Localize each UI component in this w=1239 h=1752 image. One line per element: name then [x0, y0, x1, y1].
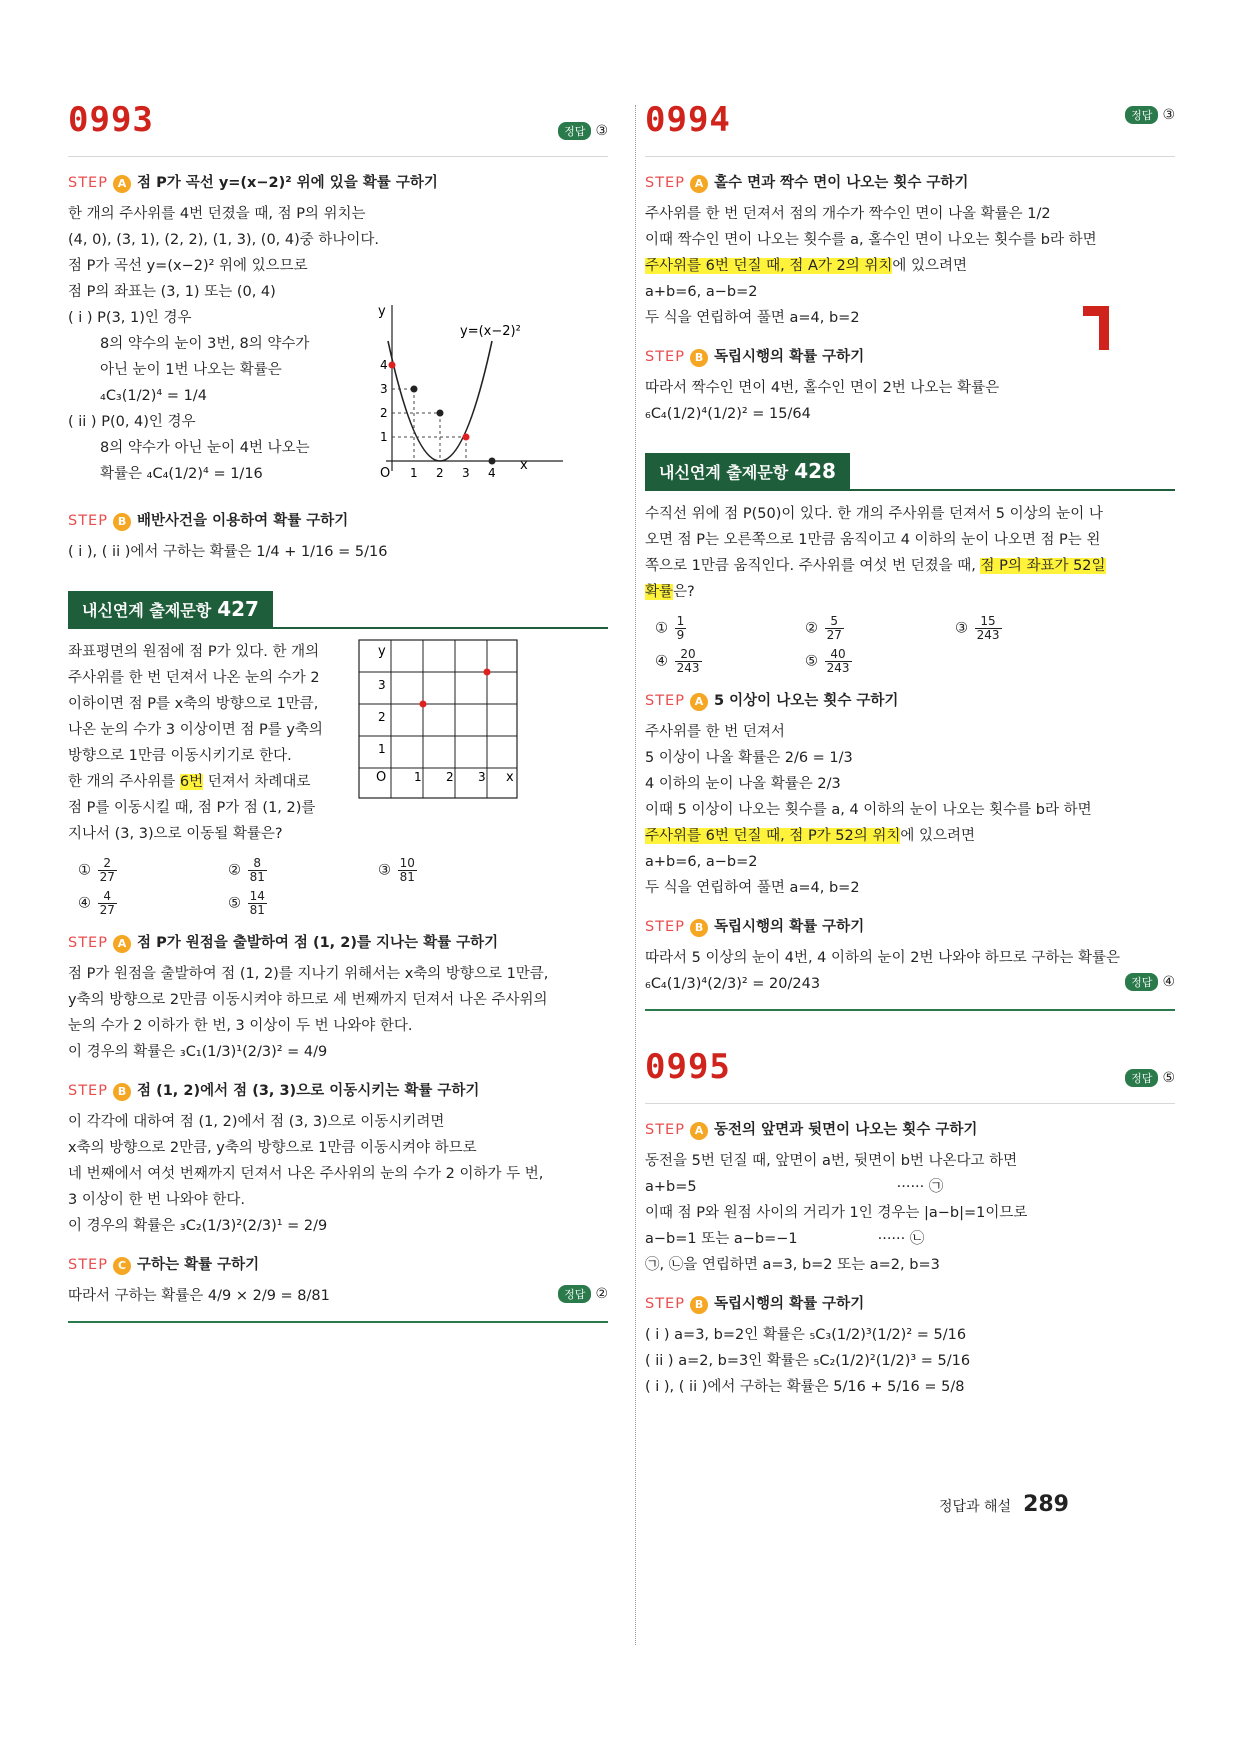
- choice: [655, 648, 805, 675]
- numerator: 20: [675, 648, 702, 662]
- text-line: 이때 5 이상이 나오는 횟수를 a, 4 이하의 눈이 나오는 횟수를 b라 하면: [645, 802, 1092, 818]
- text-line: a+b=6, a−b=2: [645, 284, 758, 300]
- axis-label-x: x: [506, 770, 514, 785]
- problem-number: 0995: [645, 1047, 731, 1087]
- step-tag: STEP: [645, 919, 685, 935]
- text-line: 점 P가 곡선 y=(x−2)² 위에 있으므로: [68, 258, 308, 274]
- answer-value: ③: [1162, 107, 1175, 123]
- text-part: a+b=5: [645, 1179, 697, 1195]
- step-letter: A: [113, 935, 131, 953]
- step-tag: STEP: [68, 175, 108, 191]
- choice: [378, 857, 528, 884]
- step-b: [645, 345, 1175, 367]
- section-end-line: [68, 1321, 608, 1323]
- choice: [78, 857, 228, 884]
- choice-mark: ①: [78, 862, 91, 879]
- related-problem-number: 428: [794, 459, 836, 483]
- highlight: 점 P의 좌표가 52일: [980, 558, 1106, 574]
- math-expression: 이 경우의 확률은 ₃C₂(1/3)²(2/3)¹ = 2/9: [68, 1218, 328, 1234]
- column-divider: [635, 105, 636, 1645]
- text-line: 동전을 5번 던질 때, 앞면이 a번, 뒷면이 b번 나온다고 하면: [645, 1153, 1018, 1169]
- answer-badge: 정답: [1125, 106, 1158, 124]
- math-expression: ( ii ) a=2, b=3인 확률은 ₅C₂(1/2)²(1/2)³ = 5/16: [645, 1353, 971, 1369]
- axis-label-x: x: [520, 458, 528, 473]
- text-part: 에 있으려면: [892, 258, 967, 274]
- choice-mark: ③: [955, 620, 968, 637]
- step-title: 홀수 면과 짝수 면이 나오는 횟수 구하기: [714, 175, 969, 191]
- text-line: 네 번째에서 여섯 번째까지 던져서 나온 주사위의 눈의 수가 2 이하가 두 번,: [68, 1166, 544, 1182]
- answer-choices: [78, 857, 608, 917]
- step-title: 독립시행의 확률 구하기: [714, 919, 865, 935]
- step-title: 점 P가 원점을 출발하여 점 (1, 2)를 지나는 확률 구하기: [137, 935, 499, 951]
- tick-y: 1: [378, 742, 386, 756]
- step-title: 5 이상이 나오는 횟수 구하기: [714, 693, 899, 709]
- text-line: x축의 방향으로 2만큼, y축의 방향으로 1만큼 이동시켜야 하므로: [68, 1140, 477, 1156]
- step-title: 점 P가 곡선 y=(x−2)² 위에 있을 확률 구하기: [137, 175, 438, 191]
- footer-label: 정답과 해설: [938, 1499, 1012, 1515]
- text-line: [645, 1226, 1175, 1252]
- text-line: 점 P의 좌표는 (3, 1) 또는 (0, 4): [68, 284, 276, 300]
- step-a: [68, 931, 608, 953]
- step-tag: STEP: [68, 935, 108, 951]
- text-line: 지나서 (3, 3)으로 이동될 확률은?: [68, 826, 283, 842]
- step-tag: STEP: [645, 693, 685, 709]
- text-line: 따라서 5 이상의 눈이 4번, 4 이하의 눈이 2번 나와야 하므로 구하는 확률은: [645, 950, 1121, 966]
- tick-x: 3: [478, 770, 486, 784]
- step-letter: B: [690, 349, 708, 367]
- choice-mark: ⑤: [805, 653, 818, 670]
- text-line: [645, 553, 1175, 579]
- tick-y: 2: [380, 406, 388, 420]
- choice: [655, 615, 805, 642]
- problem-0995-header: [645, 1047, 1175, 1104]
- step-tag: STEP: [645, 349, 685, 365]
- step-b: [645, 915, 1175, 937]
- text-line: [645, 579, 1175, 605]
- step-tag: STEP: [68, 1083, 108, 1099]
- parabola-graph: [368, 301, 568, 481]
- choice: [228, 857, 378, 884]
- step-a: [645, 1118, 1175, 1140]
- choice: [955, 615, 1105, 642]
- step-tag: STEP: [68, 513, 108, 529]
- step-tag: STEP: [645, 1296, 685, 1312]
- tick-y: 3: [378, 678, 386, 692]
- text-line: 이 각각에 대하여 점 (1, 2)에서 점 (3, 3)으로 이동시키려면: [68, 1114, 445, 1130]
- tick-x: 2: [446, 770, 454, 784]
- answer: [1125, 106, 1175, 124]
- step-letter: B: [690, 1296, 708, 1314]
- math-expression: ( i ) a=3, b=2인 확률은 ₅C₃(1/2)³(1/2)² = 5/16: [645, 1327, 967, 1343]
- text-line: (4, 0), (3, 1), (2, 2), (1, 3), (0, 4)중 하나이다.: [68, 232, 380, 248]
- origin-label: O: [376, 770, 387, 785]
- text-part: 쪽으로 1만큼 움직인다. 주사위를 여섯 번 던졌을 때,: [645, 558, 981, 574]
- numerator: 5: [825, 615, 844, 629]
- origin-label: O: [380, 466, 391, 481]
- step-title: 배반사건을 이용하여 확률 구하기: [137, 513, 349, 529]
- denominator: 27: [99, 870, 115, 884]
- step-letter: A: [113, 175, 131, 193]
- equation-marker: ······ ㉠: [896, 1179, 944, 1195]
- problem-0993-header: [68, 100, 608, 157]
- text-part: 에 있으려면: [900, 828, 976, 844]
- tick-x: 1: [410, 466, 418, 480]
- problem-number: 0993: [68, 100, 154, 140]
- highlight: 주사위를 6번 던질 때, 점 A가 2의 위치: [645, 258, 893, 274]
- step-title: 독립시행의 확률 구하기: [714, 1296, 865, 1312]
- step-title: 점 (1, 2)에서 점 (3, 3)으로 이동시키는 확률 구하기: [137, 1083, 480, 1099]
- related-problem-title: 내신연계 출제문항: [82, 601, 212, 620]
- related-problem-header: [68, 565, 608, 629]
- grid-figure: [358, 639, 518, 799]
- answer-value: ④: [1162, 974, 1175, 990]
- math-expression: ₄C₃(1/2)⁴ = 1/4: [100, 388, 207, 404]
- problem-427: [68, 639, 608, 847]
- text-line: 8의 약수가 아닌 눈이 4번 나오는: [100, 440, 310, 456]
- step-letter: B: [690, 919, 708, 937]
- related-problem-label: [68, 591, 273, 627]
- text-line: 점 P를 이동시킬 때, 점 P가 점 (1, 2)를: [68, 800, 316, 816]
- step-b: [68, 509, 608, 531]
- case-block: [68, 305, 608, 495]
- step-tag: STEP: [645, 1122, 685, 1138]
- text-line: [645, 823, 1175, 849]
- equation-marker: ······ ㉡: [877, 1231, 925, 1247]
- numerator: 14: [249, 889, 265, 903]
- answer-choices: [655, 615, 1175, 675]
- tick-y: 4: [380, 358, 388, 372]
- tick-x: 3: [462, 466, 470, 480]
- text-line: 이때 짝수인 면이 나오는 횟수를 a, 홀수인 면이 나오는 횟수를 b라 하면: [645, 232, 1097, 248]
- numerator: 8: [248, 857, 267, 871]
- answer: [558, 1285, 608, 1303]
- text-line: ( i ), ( ii )에서 구하는 확률은 1/4 + 1/16 = 5/16: [68, 544, 388, 560]
- step-letter: B: [113, 513, 131, 531]
- choice-mark: ②: [805, 620, 818, 637]
- numerator: 2: [98, 857, 117, 871]
- choice: [228, 890, 378, 917]
- text-line: y축의 방향으로 2만큼 이동시켜야 하므로 세 번째까지 던져서 나온 주사위의: [68, 992, 548, 1008]
- step-title: 독립시행의 확률 구하기: [714, 349, 865, 365]
- case-heading: ( ii ) P(0, 4)인 경우: [68, 414, 196, 430]
- denominator: 27: [99, 903, 115, 917]
- choice: [805, 615, 955, 642]
- text-line: a+b=6, a−b=2: [645, 854, 758, 870]
- denominator: 243: [976, 628, 1000, 642]
- denominator: 81: [249, 903, 265, 917]
- step-tag: STEP: [68, 1257, 108, 1273]
- math-expression: 이 경우의 확률은 ₃C₁(1/3)¹(2/3)² = 4/9: [68, 1044, 328, 1060]
- answer-value: ⑤: [1162, 1070, 1175, 1086]
- step-a: [68, 171, 608, 193]
- denominator: 81: [249, 870, 265, 884]
- related-problem-number: 427: [217, 597, 259, 621]
- text-line: 한 개의 주사위를 4번 던졌을 때, 점 P의 위치는: [68, 206, 366, 222]
- related-problem-title: 내신연계 출제문항: [659, 463, 789, 482]
- step-title: 구하는 확률 구하기: [137, 1257, 260, 1273]
- choice-mark: ②: [228, 862, 241, 879]
- text-line: [68, 769, 338, 795]
- denominator: 9: [676, 628, 685, 642]
- page-footer: [939, 1492, 1069, 1517]
- step-title: 동전의 앞면과 뒷면이 나오는 횟수 구하기: [714, 1122, 978, 1138]
- axis-label-y: y: [378, 644, 386, 659]
- text-line: 5 이상이 나올 확률은 2/6 = 1/3: [645, 750, 853, 766]
- tick-y: 1: [380, 430, 388, 444]
- math-expression: 따라서 구하는 확률은 4/9 × 2/9 = 8/81: [68, 1288, 330, 1304]
- step-a: [645, 689, 1175, 711]
- answer-badge: 정답: [558, 1285, 591, 1303]
- text-line: 8의 약수의 눈이 3번, 8의 약수가: [100, 336, 310, 352]
- final-row: [645, 971, 1175, 997]
- text-line: [645, 253, 1175, 279]
- choice-mark: ⑤: [228, 895, 241, 912]
- text-line: 확률은 ₄C₄(1/2)⁴ = 1/16: [100, 466, 263, 482]
- text-line: 주사위를 한 번 던져서: [645, 724, 785, 740]
- text-line: 방향으로 1만큼 이동시키기로 한다.: [68, 748, 292, 764]
- text-part: a−b=1 또는 a−b=−1: [645, 1231, 798, 1247]
- page-number: 289: [1023, 1492, 1069, 1517]
- denominator: 81: [399, 870, 415, 884]
- text-line: 눈의 수가 2 이하가 한 번, 3 이상이 두 번 나와야 한다.: [68, 1018, 413, 1034]
- highlight: 주사위를 6번 던질 때, 점 P가 52의 위치: [645, 828, 901, 844]
- answer: [1125, 1069, 1175, 1087]
- final-row: [68, 1283, 608, 1309]
- text-line: 두 식을 연립하여 풀면 a=4, b=2: [645, 310, 860, 326]
- answer-badge: 정답: [558, 122, 591, 140]
- answer-badge: 정답: [1125, 1069, 1158, 1087]
- numerator: 4: [98, 890, 117, 904]
- left-column: [68, 100, 608, 1323]
- text-line: ㉠, ㉡을 연립하면 a=3, b=2 또는 a=2, b=3: [645, 1257, 940, 1273]
- text-line: 주사위를 한 번 던져서 나온 눈의 수가 2: [68, 670, 320, 686]
- math-expression: ( i ), ( ii )에서 구하는 확률은 5/16 + 5/16 = 5/8: [645, 1379, 965, 1395]
- text-line: 좌표평면의 원점에 점 P가 있다. 한 개의: [68, 644, 320, 660]
- math-expression: ₆C₄(1/3)⁴(2/3)² = 20/243: [645, 976, 821, 992]
- text-line: 따라서 짝수인 면이 4번, 홀수인 면이 2번 나오는 확률은: [645, 380, 1000, 396]
- tick-x: 4: [488, 466, 496, 480]
- text-line: 아닌 눈이 1번 나오는 확률은: [100, 362, 282, 378]
- choice-mark: ④: [655, 653, 668, 670]
- answer: [1125, 973, 1175, 991]
- choice: [78, 890, 228, 917]
- text-line: 오면 점 P는 오른쪽으로 1만큼 움직이고 4 이하의 눈이 나오면 점 P는 왼: [645, 532, 1101, 548]
- text-part: 은?: [673, 584, 695, 600]
- numerator: 15: [975, 615, 1002, 629]
- math-expression: ₆C₄(1/2)⁴(1/2)² = 15/64: [645, 406, 811, 422]
- text-line: 4 이하의 눈이 나올 확률은 2/3: [645, 776, 841, 792]
- tick-x: 2: [436, 466, 444, 480]
- axis-label-y: y: [378, 304, 386, 319]
- step-letter: C: [113, 1257, 131, 1275]
- step-letter: B: [113, 1083, 131, 1101]
- text-line: 3 이상이 한 번 나와야 한다.: [68, 1192, 245, 1208]
- text-part: 던져서 차례대로: [203, 774, 311, 790]
- numerator: 10: [399, 856, 415, 870]
- tick-y: 3: [380, 382, 388, 396]
- problem-0994-header: [645, 100, 1175, 157]
- choice: [805, 648, 955, 675]
- text-part: 한 개의 주사위를: [68, 774, 180, 790]
- section-end-line: [645, 1009, 1175, 1011]
- right-column: [645, 100, 1175, 1400]
- step-c: [68, 1253, 608, 1275]
- text-line: 점 P가 원점을 출발하여 점 (1, 2)를 지나기 위해서는 x축의 방향으로 1만큼,: [68, 966, 549, 982]
- text-line: 나온 눈의 수가 3 이상이면 점 P를 y축의: [68, 722, 323, 738]
- highlight: 확률: [645, 584, 674, 600]
- tick-y: 2: [378, 710, 386, 724]
- answer-value: ③: [595, 123, 608, 139]
- highlight: 6번: [179, 774, 204, 790]
- step-b: [68, 1079, 608, 1101]
- denominator: 243: [676, 661, 700, 675]
- answer-badge: 정답: [1125, 973, 1158, 991]
- text-line: 수직선 위에 점 P(50)이 있다. 한 개의 주사위를 던져서 5 이상의 눈이 나: [645, 506, 1103, 522]
- text-line: 이하이면 점 P를 x축의 방향으로 1만큼,: [68, 696, 319, 712]
- denominator: 243: [826, 661, 850, 675]
- text-line: 이때 점 P와 원점 사이의 거리가 1인 경우는 |a−b|=1이므로: [645, 1205, 1028, 1221]
- numerator: 1: [676, 614, 685, 628]
- choice-mark: ④: [78, 895, 91, 912]
- choice-mark: ①: [655, 620, 668, 637]
- choice-mark: ③: [378, 862, 391, 879]
- answer-value: ②: [595, 1286, 608, 1302]
- text-line: 주사위를 한 번 던져서 점의 개수가 짝수인 면이 나올 확률은 1/2: [645, 206, 1051, 222]
- related-problem-header: [645, 427, 1175, 491]
- tick-x: 1: [414, 770, 422, 784]
- related-problem-label: [645, 453, 850, 489]
- step-b: [645, 1292, 1175, 1314]
- text-line: 두 식을 연립하여 풀면 a=4, b=2: [645, 880, 860, 896]
- answer: [558, 122, 608, 140]
- curve-label: y=(x−2)²: [460, 324, 521, 339]
- step-letter: A: [690, 175, 708, 193]
- denominator: 27: [826, 628, 842, 642]
- step-letter: A: [690, 1122, 708, 1140]
- case-heading: ( i ) P(3, 1)인 경우: [68, 310, 192, 326]
- problem-number: 0994: [645, 100, 731, 140]
- step-letter: A: [690, 693, 708, 711]
- step-a: [645, 171, 1175, 193]
- numerator: 40: [825, 648, 852, 662]
- step-tag: STEP: [645, 175, 685, 191]
- text-line: [645, 1174, 1175, 1200]
